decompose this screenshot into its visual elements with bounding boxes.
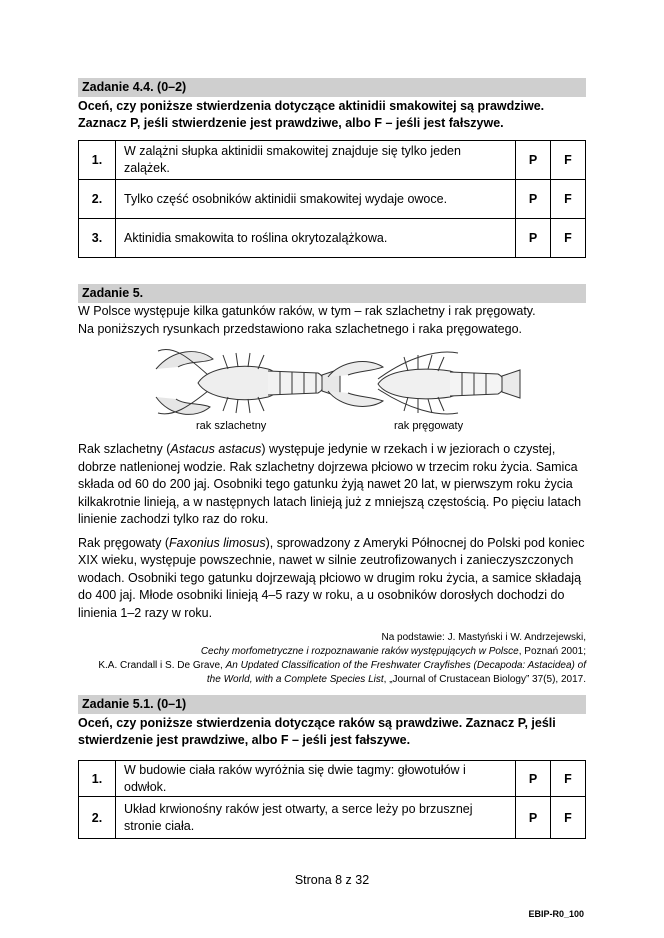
source-line-4 bbox=[78, 673, 586, 687]
task-5-1-instruction-1: Oceń, czy poniższe stwierdzenia dotyczące raków są prawdziwe. Zaznacz P, jeśli bbox=[78, 716, 556, 730]
task-4-4-instruction-2: Zaznacz P, jeśli stwierdzenie jest prawdziwe, albo F – jeśli jest fałszywe. bbox=[78, 116, 504, 130]
true-option[interactable]: P bbox=[516, 141, 551, 180]
crayfish-figure bbox=[78, 347, 586, 435]
spiny-cheek-crayfish-label: rak pręgowaty bbox=[394, 420, 464, 432]
source-citation bbox=[78, 631, 586, 687]
row-number: 1. bbox=[79, 141, 116, 180]
task-5-intro-1: W Polsce występuje kilka gatunków raków, w tym – rak szlachetny i rak pręgowaty. bbox=[78, 304, 536, 318]
true-option[interactable]: P bbox=[516, 219, 551, 258]
row-number: 2. bbox=[79, 180, 116, 219]
row-number: 2. bbox=[79, 797, 116, 839]
false-option[interactable]: F bbox=[551, 180, 586, 219]
true-option[interactable]: P bbox=[516, 797, 551, 839]
task-4-4-table bbox=[78, 140, 586, 258]
spiny-cheek-crayfish-drawing bbox=[328, 352, 520, 414]
paragraph-text: Rak pręgowaty ( bbox=[78, 535, 170, 550]
task-5-1-header: Zadanie 5.1. (0–1) bbox=[78, 695, 586, 714]
table-row bbox=[79, 219, 586, 258]
source-text: , „Journal of Crustacean Biology” 37(5), 2017. bbox=[383, 674, 586, 685]
task-4-4 bbox=[78, 78, 586, 132]
task-5-1 bbox=[78, 695, 586, 749]
false-option[interactable]: F bbox=[551, 761, 586, 797]
task-5-1-instruction-2: stwierdzenie jest prawdziwe, albo F – jeśli jest fałszywe. bbox=[78, 733, 411, 747]
row-number: 3. bbox=[79, 219, 116, 258]
statement-text: Układ krwionośny raków jest otwarty, a serce leży po brzusznej stronie ciała. bbox=[116, 797, 516, 839]
task-5-intro-2: Na poniższych rysunkach przedstawiono raka szlachetnego i raka pręgowatego. bbox=[78, 321, 522, 336]
crayfish-drawings bbox=[78, 347, 586, 419]
source-text: K.A. Crandall i S. De Grave, bbox=[98, 660, 226, 671]
statement-text: W zalążni słupka aktinidii smakowitej znajduje się tylko jeden zalążek. bbox=[116, 141, 516, 180]
false-option[interactable]: F bbox=[551, 797, 586, 839]
task-5-1-table bbox=[78, 760, 586, 839]
noble-crayfish-drawing bbox=[156, 349, 340, 414]
paragraph-text: ), sprowadzony z Ameryki Północnej do Polski pod koniec XIX wieku, występuje powszechnie, nawet w silnie zeutrofizowanych i zanieczyszczonych wodach. Osobniki tego gatunku dojrzewają płciowo w drugim roku życia, a samice składają do 400 jaj. Młode osobniki linieją 4–5 razy w roku, a u osobników dorosłych dochodzi do linienia 1–2 razy w roku. bbox=[78, 535, 585, 620]
species-name: Astacus astacus bbox=[170, 442, 262, 456]
exam-code: EBIP-R0_100 bbox=[528, 909, 584, 919]
statement-text: Tylko część osobników aktinidii smakowitej wydaje owoce. bbox=[116, 180, 516, 219]
statement-text: Aktinidia smakowita to roślina okrytozalążkowa. bbox=[116, 219, 516, 258]
true-option[interactable]: P bbox=[516, 180, 551, 219]
paragraph-text: ) występuje jedynie w rzekach i w jeziorach o czystej, dobrze natlenionej wodzie. Rak szlachetny dojrzewa płciowo w trzecim roku życia. Samica składa od 60 do 200 jaj. Osobniki tego gatunku żyją nawet 20 lat, w pierwszym roku życia kilkakrotnie linieją, a w następnych latach linieją już z mniejszą częstością. Po pięciu latach linienie zachodzi tylko raz do roku. bbox=[78, 442, 582, 526]
source-title: An Updated Classification of the Freshwater Crayfishes (Decapoda: Astacidea) of bbox=[225, 660, 586, 671]
species-name: Faxonius limosus bbox=[169, 535, 266, 550]
table-row bbox=[79, 180, 586, 219]
statement-text: W budowie ciała raków wyróżnia się dwie tagmy: głowotułów i odwłok. bbox=[116, 761, 516, 797]
source-title: the World, with a Complete Species List bbox=[206, 674, 384, 685]
spiny-cheek-crayfish-paragraph bbox=[78, 535, 586, 623]
row-number: 1. bbox=[79, 761, 116, 797]
task-5 bbox=[78, 284, 586, 687]
task-4-4-instruction-1: Oceń, czy poniższe stwierdzenia dotyczące aktinidii smakowitej są prawdziwe. bbox=[78, 99, 545, 113]
source-title: Cechy morfometryczne i rozpoznawanie raków występujących w Polsce bbox=[200, 646, 519, 657]
source-text: , Poznań 2001; bbox=[518, 646, 586, 657]
noble-crayfish-label: rak szlachetny bbox=[196, 420, 267, 432]
noble-crayfish-paragraph bbox=[78, 441, 586, 529]
table-row bbox=[79, 141, 586, 180]
paragraph-text: Rak szlachetny ( bbox=[78, 442, 171, 456]
page-number: Strona 8 z 32 bbox=[294, 873, 370, 887]
source-line-1: Na podstawie: J. Mastyński i W. Andrzejewski, bbox=[381, 632, 586, 643]
source-line-3 bbox=[78, 659, 586, 673]
table-row bbox=[79, 797, 586, 839]
source-line-2 bbox=[78, 645, 586, 659]
task-5-header: Zadanie 5. bbox=[78, 284, 586, 303]
true-option[interactable]: P bbox=[516, 761, 551, 797]
false-option[interactable]: F bbox=[551, 219, 586, 258]
table-row bbox=[79, 761, 586, 797]
false-option[interactable]: F bbox=[551, 141, 586, 180]
task-4-4-header: Zadanie 4.4. (0–2) bbox=[78, 78, 586, 97]
